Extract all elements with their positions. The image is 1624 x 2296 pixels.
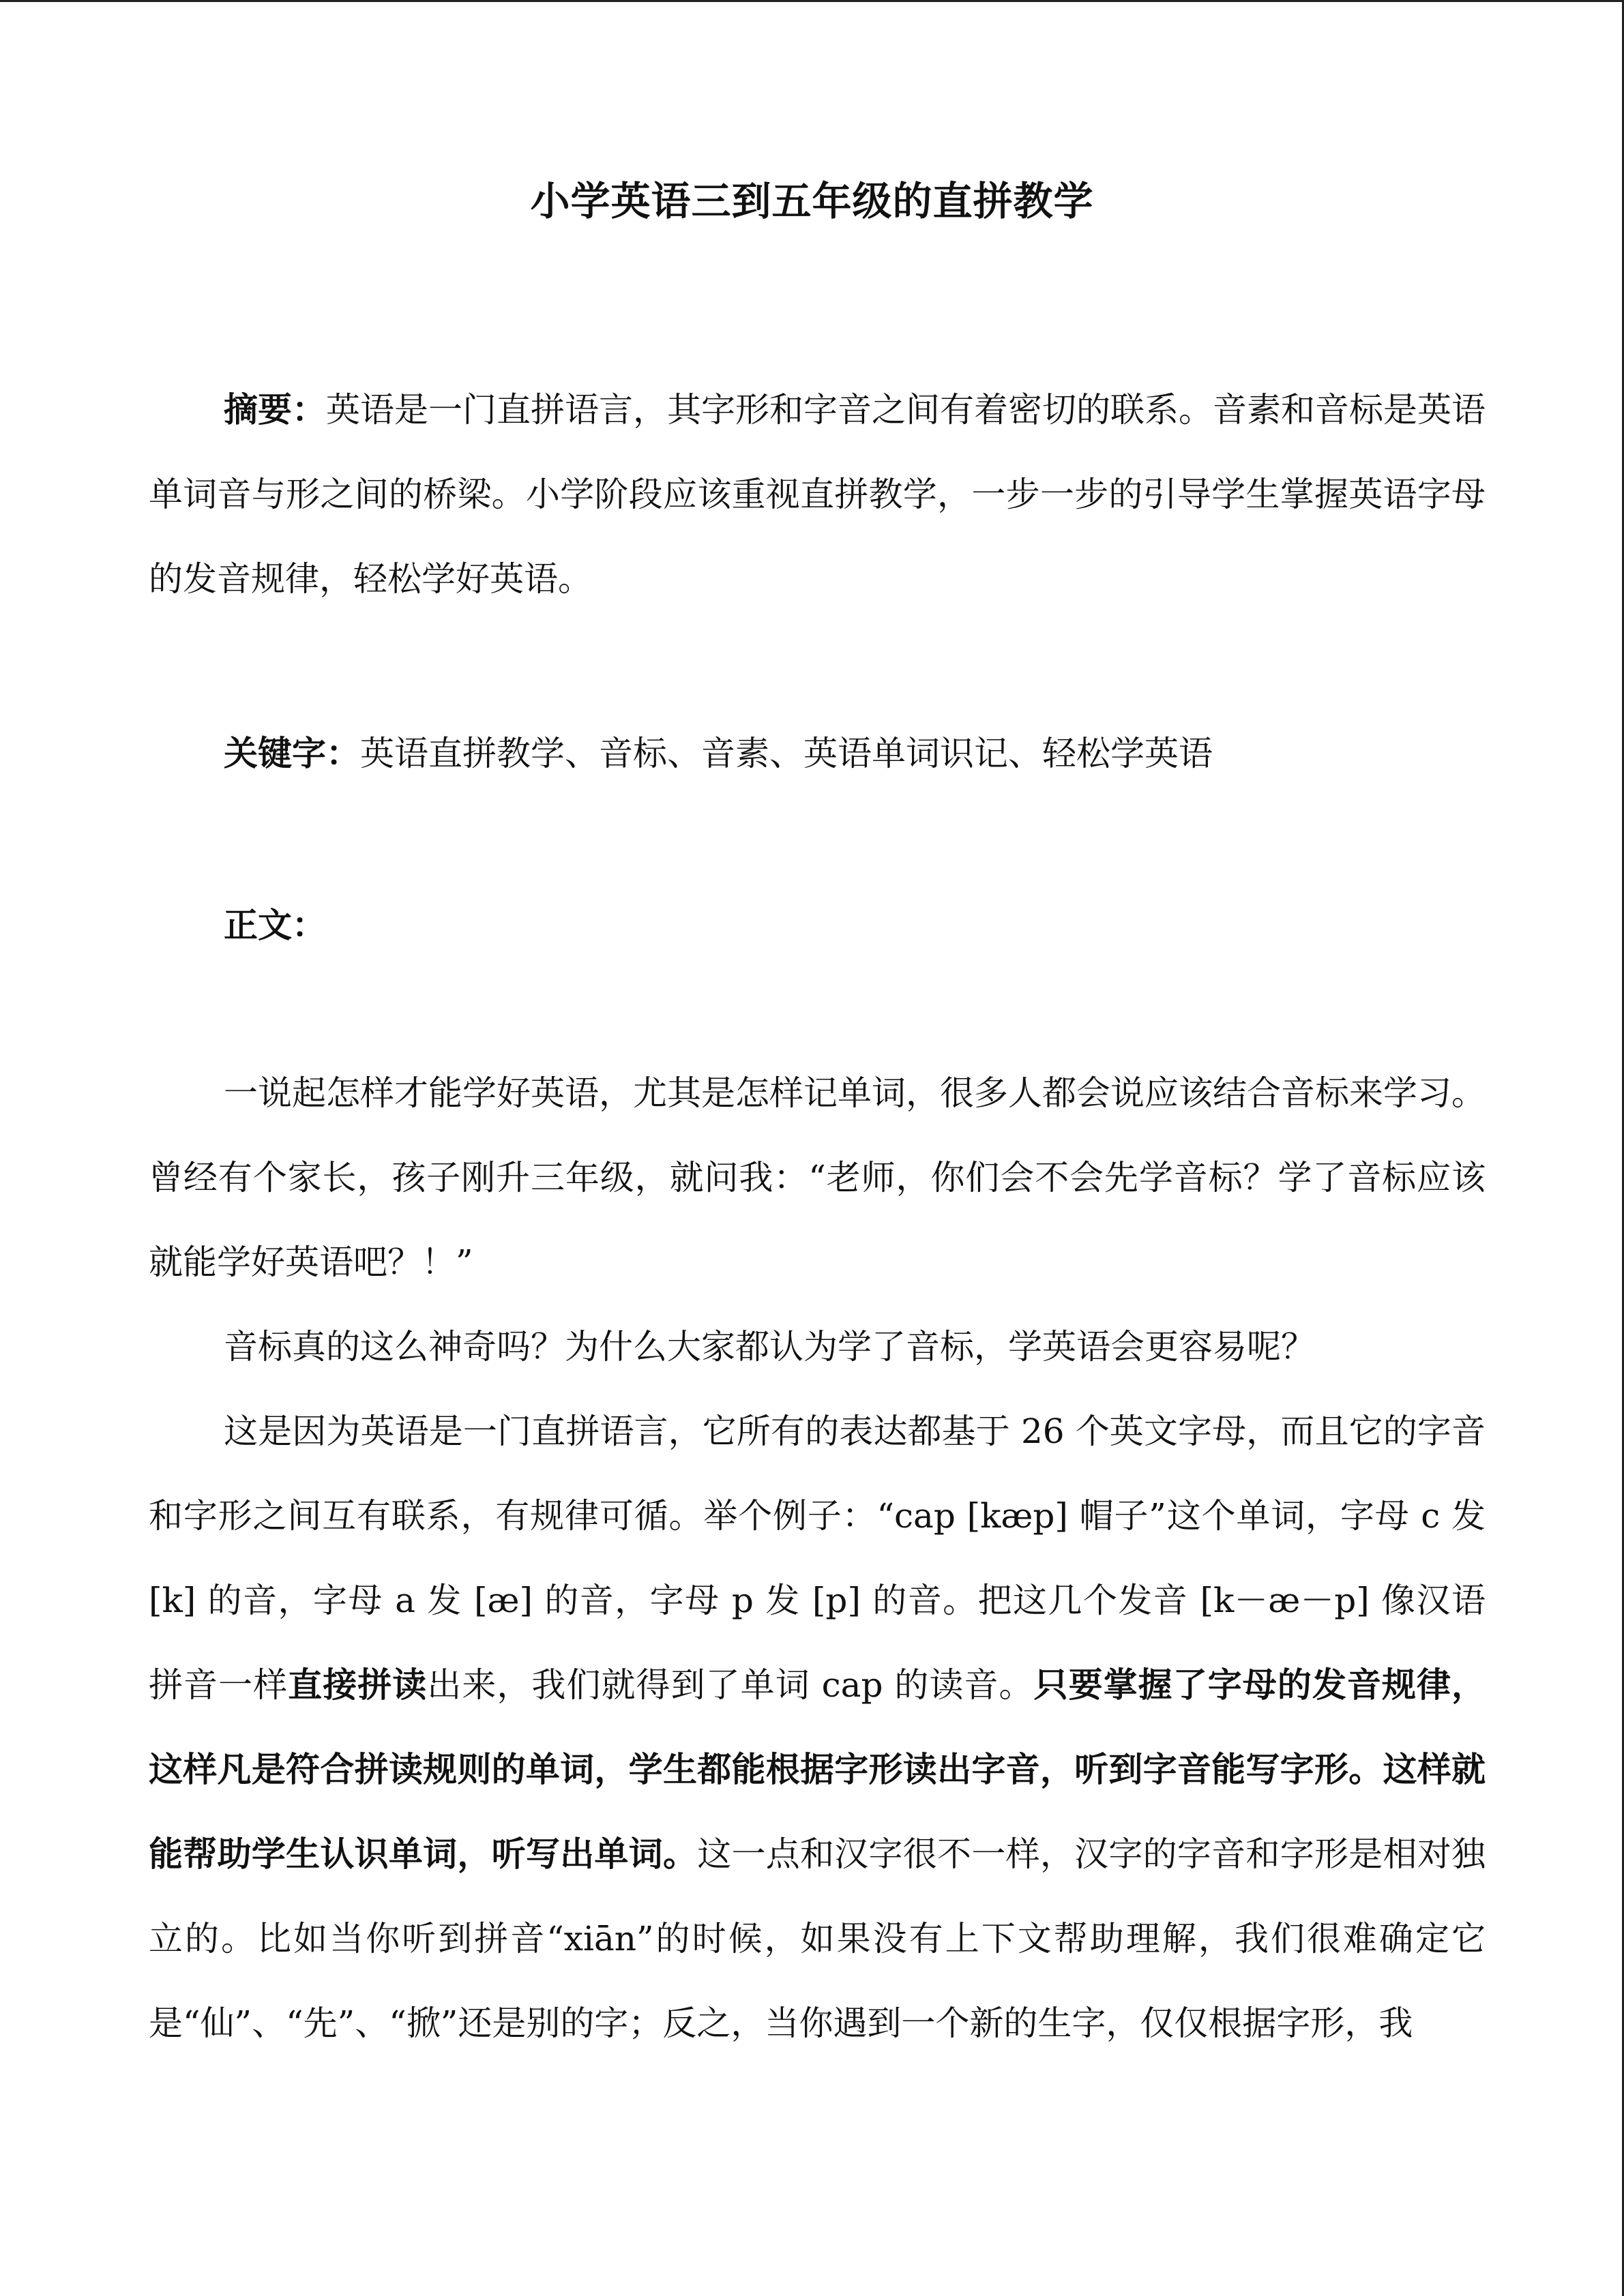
paragraph-3-text-c: 出来，我们就得到了单词 cap 的读音。	[427, 1665, 1034, 1705]
paragraph-3-bold-sentence: 只要掌握了字母的发音规律，这样凡是符合拼读规则的单词，学生都能根据字形读出字音，听到字音能写字形。这样就能帮助学生认识单词，听写出单词。	[149, 1665, 1486, 1874]
body-heading-section	[149, 883, 1486, 968]
body-heading: 正文：	[224, 905, 326, 945]
keywords-label: 关键字：	[224, 733, 360, 773]
keywords-text: 英语直拼教学、音标、音素、英语单词识记、轻松学英语	[360, 734, 1213, 773]
abstract-section	[149, 368, 1486, 621]
body-paragraph-1: 一说起怎样才能学好英语，尤其是怎样记单词，很多人都会说应该结合音标来学习。曾经有个家长，孩子刚升三年级，就问我：“老师，你们会不会先学音标？学了音标应该就能学好英语吧？！”	[149, 1073, 1486, 1282]
page-title: 小学英语三到五年级的直拼教学	[530, 178, 1094, 224]
body-text-section	[149, 1051, 1486, 2066]
paragraph-3-bold-term: 直接拼读	[288, 1665, 428, 1705]
abstract-paragraph	[149, 368, 1486, 621]
keywords-paragraph	[149, 711, 1486, 796]
body-paragraph-3	[149, 1389, 1486, 2066]
abstract-text: 英语是一门直拼语言，其字形和字音之间有着密切的联系。音素和音标是英语单词音与形之间的桥梁。小学阶段应该重视直拼教学，一步一步的引导学生掌握英语字母的发音规律，轻松学好英语。	[149, 390, 1486, 599]
body-paragraph-2: 音标真的这么神奇吗？为什么大家都认为学了音标，学英语会更容易呢？	[224, 1327, 1315, 1367]
paragraph-3-text-e: 这一点和汉字很不一样，汉字的字音和字形是相对独立的。比如当你听到拼音“xiān”的时候，如果没有上下文帮助理解，我们很难确定它是“仙”、“先”、“掀”还是别的字；反之，当你遇到一个新的生字，仅仅根据字形，我	[149, 1834, 1486, 2043]
abstract-label: 摘要：	[224, 389, 326, 430]
paragraph-3-text-a: 这是因为英语是一门直拼语言，它所有的表达都基于 26 个英文字母，而且它的字音和字形之间互有联系，有规律可循。举个例子：“cap [kæp] 帽子”这个单词，字母 c 发 [k] 的音，字母 a 发 [æ] 的音，字母 p 发 [p] 的音。把这几个发音 [k－æ－p] 像汉语拼音一样	[149, 1412, 1486, 1705]
keywords-section	[149, 711, 1486, 796]
